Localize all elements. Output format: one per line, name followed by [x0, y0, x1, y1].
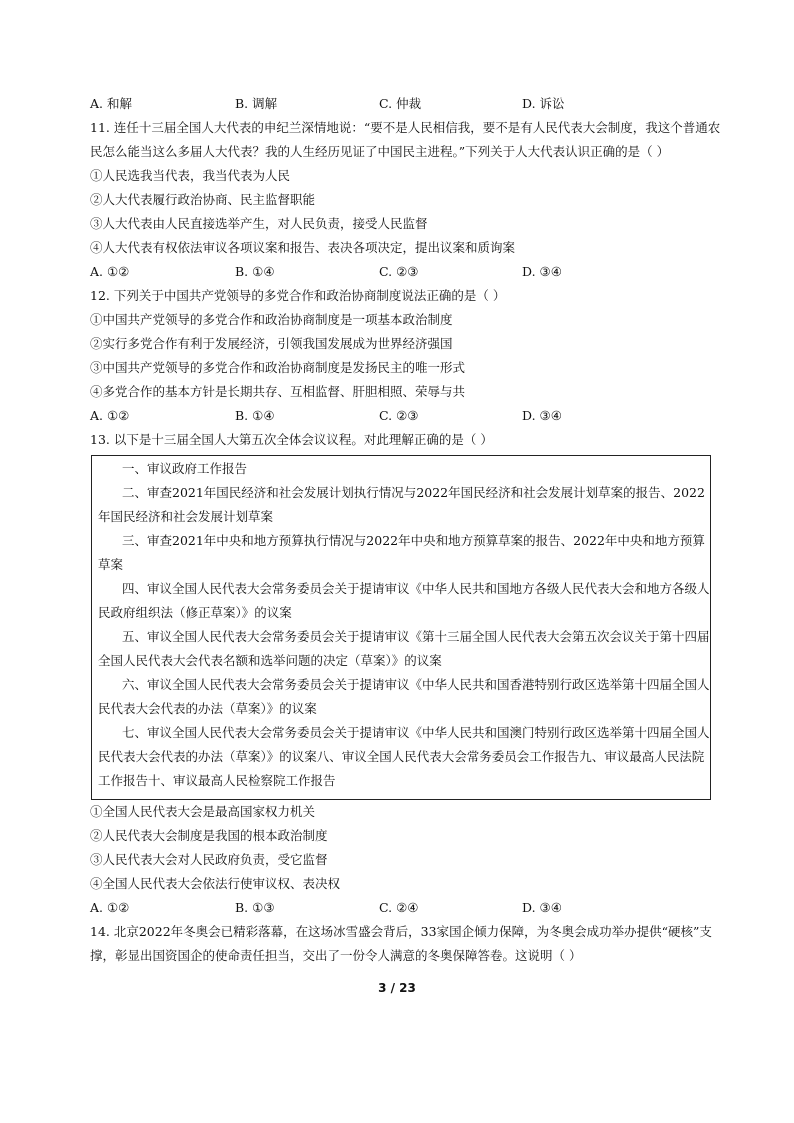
q11-option-a[interactable]: A. ①② [90, 264, 130, 279]
agenda-line-4: 三、审查2021年中央和地方预算执行情况与2022年中央和地方预算草案的报告、2022年中央和地方预算 [122, 533, 705, 548]
q13-option-d[interactable]: D. ③④ [522, 900, 562, 915]
q11-options [90, 263, 710, 281]
q12-item-2: ②实行多党合作有利于发展经济，引领我国发展成为世界经济强国 [90, 336, 453, 351]
q13-item-2: ②人民代表大会制度是我国的根本政治制度 [90, 828, 328, 843]
q10-option-c[interactable]: C. 仲裁 [379, 96, 422, 111]
agenda-line-12: 七、审议全国人民代表大会常务委员会关于提请审议《中华人民共和国澳门特别行政区选举第十四届全国人 [122, 725, 710, 740]
q14-stem-line-2: 撑，彰显出国资国企的使命责任担当，交出了一份令人满意的冬奥保障答卷。这说明（ ） [90, 948, 582, 963]
q12-item-3: ③中国共产党领导的多党合作和政治协商制度是发扬民主的唯一形式 [90, 360, 466, 375]
q11-option-d[interactable]: D. ③④ [522, 264, 562, 279]
agenda-line-10: 六、审议全国人民代表大会常务委员会关于提请审议《中华人民共和国香港特别行政区选举第十四届全国人 [122, 677, 710, 692]
q10-option-a[interactable]: A. 和解 [90, 96, 132, 111]
agenda-line-3: 年国民经济和社会发展计划草案 [98, 509, 274, 524]
q11-option-b[interactable]: B. ①④ [235, 264, 275, 279]
q10-options [90, 95, 710, 113]
q12-option-a[interactable]: A. ①② [90, 408, 130, 423]
agenda-line-7: 民政府组织法（修正草案）》的议案 [98, 605, 292, 620]
q13-options [90, 899, 710, 917]
q11-stem-line-1: 11. 连任十三届全国人大代表的申纪兰深情地说：“要不是人民相信我，要不是有人民代表大会制度，我这个普通农 [90, 120, 721, 135]
q11-item-1: ①人民选我当代表，我当代表为人民 [90, 168, 291, 183]
q11-item-4: ④人大代表有权依法审议各项议案和报告、表决各项决定，提出议案和质询案 [90, 240, 516, 255]
q10-option-d[interactable]: D. 诉讼 [522, 96, 565, 111]
q13-option-a[interactable]: A. ①② [90, 900, 130, 915]
agenda-line-5: 草案 [98, 557, 124, 572]
q11-item-3: ③人大代表由人民直接选举产生，对人民负责，接受人民监督 [90, 216, 428, 231]
q12-option-c[interactable]: C. ②③ [379, 408, 419, 423]
q12-item-4: ④多党合作的基本方针是长期共存、互相监督、肝胆相照、荣辱与共 [90, 384, 466, 399]
q11-stem-line-2: 民怎么能当这么多届人大代表？我的人生经历见证了中国民主进程。”下列关于人大代表认识正确的是（ ） [90, 144, 670, 159]
page-number: 3 / 23 [378, 981, 416, 995]
q12-option-d[interactable]: D. ③④ [522, 408, 562, 423]
q11-option-c[interactable]: C. ②③ [379, 264, 419, 279]
q12-options [90, 407, 710, 425]
agenda-line-2: 二、审查2021年国民经济和社会发展计划执行情况与2022年国民经济和社会发展计划草案的报告、2022 [122, 485, 705, 500]
q13-stem: 13. 以下是十三届全国人大第五次全体会议议程。对此理解正确的是（ ） [90, 432, 493, 447]
agenda-line-8: 五、审议全国人民代表大会常务委员会关于提请审议《第十三届全国人民代表大会第五次会议关于第十四届 [122, 629, 710, 644]
agenda-line-9: 全国人民代表大会代表名额和选举问题的决定（草案）》的议案 [98, 653, 442, 668]
q13-item-3: ③人民代表大会对人民政府负责，受它监督 [90, 852, 328, 867]
q12-stem: 12. 下列关于中国共产党领导的多党合作和政治协商制度说法正确的是（ ） [90, 288, 506, 303]
agenda-line-11: 民代表大会代表的办法（草案）》的议案 [98, 701, 317, 716]
q13-item-1: ①全国人民代表大会是最高国家权力机关 [90, 804, 316, 819]
agenda-line-6: 四、审议全国人民代表大会常务委员会关于提请审议《中华人民共和国地方各级人民代表大会和地方各级人 [122, 581, 710, 596]
q11-item-2: ②人大代表履行政治协商、民主监督职能 [90, 192, 316, 207]
q13-option-c[interactable]: C. ②④ [379, 900, 419, 915]
agenda-box [91, 455, 711, 800]
q10-option-b[interactable]: B. 调解 [235, 96, 278, 111]
q13-item-4: ④全国人民代表大会依法行使审议权、表决权 [90, 876, 341, 891]
q13-option-b[interactable]: B. ①③ [235, 900, 275, 915]
q12-option-b[interactable]: B. ①④ [235, 408, 275, 423]
q14-stem-line-1: 14. 北京2022年冬奥会已精彩落幕，在这场冰雪盛会背后，33家国企倾力保障，为冬奥会成功举办提供“硬核”支 [90, 924, 712, 939]
agenda-line-13: 民代表大会代表的办法（草案）》的议案八、审议全国人民代表大会常务委员会工作报告九、审议最高人民法院 [98, 749, 705, 764]
agenda-line-14: 工作报告十、审议最高人民检察院工作报告 [98, 773, 336, 788]
q12-item-1: ①中国共产党领导的多党合作和政治协商制度是一项基本政治制度 [90, 312, 453, 327]
agenda-line-1: 一、审议政府工作报告 [122, 461, 248, 476]
